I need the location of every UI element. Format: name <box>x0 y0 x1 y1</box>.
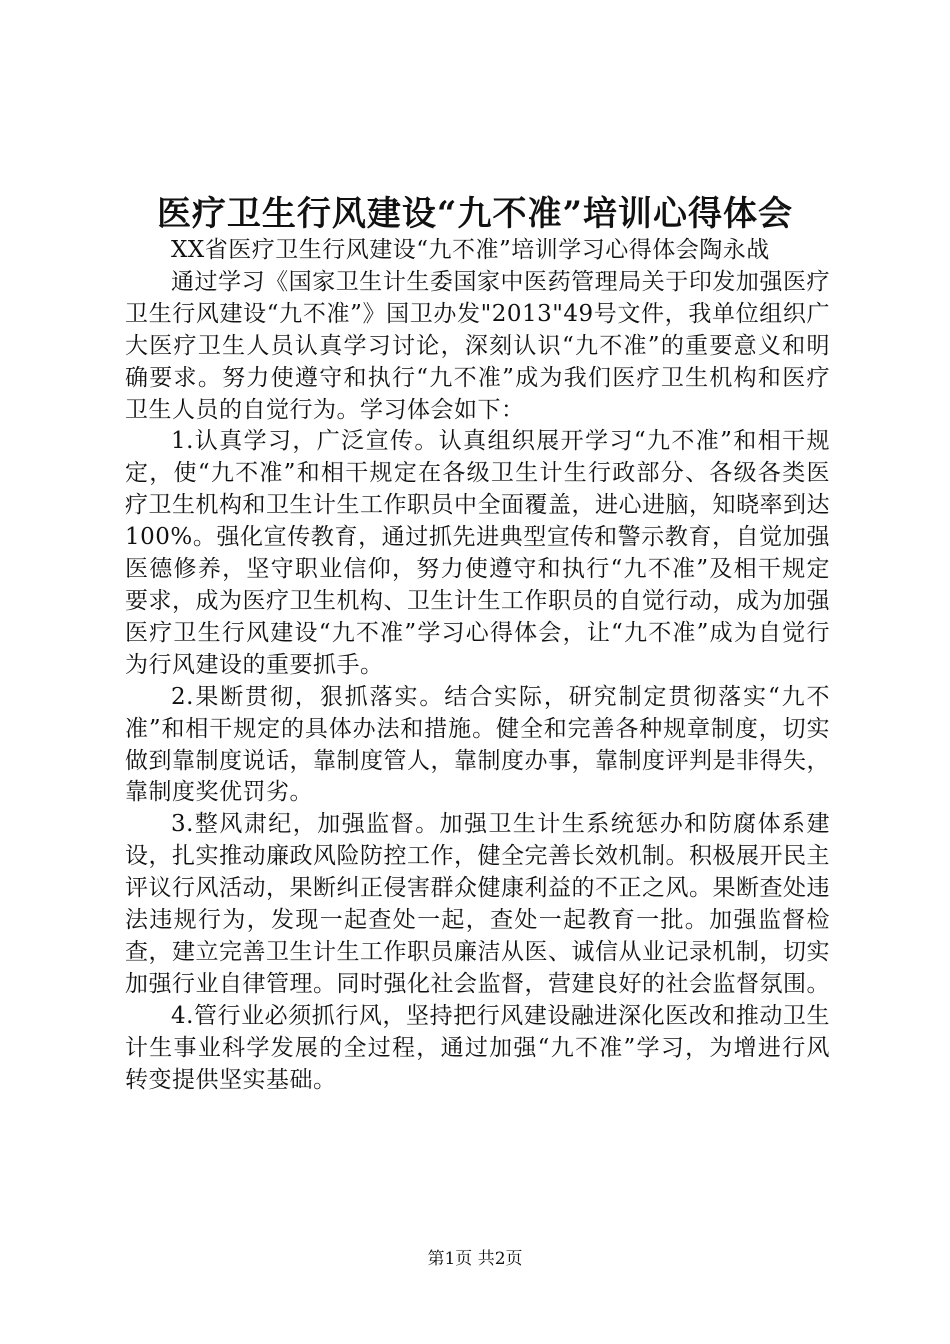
document-title: 医疗卫生行风建设“九不准”培训心得体会 <box>156 194 794 234</box>
point-2-paragraph: 2.果断贯彻，狠抓落实。结合实际，研究制定贯彻落实“九不准”和相干规定的具体办法和措施。健全和完善各种规章制度，切实做到靠制度说话，靠制度管人，靠制度办事，靠制度评判是非得失，靠制度奖优罚劣。 <box>125 683 830 806</box>
point-1-paragraph: 1.认真学习，广泛宣传。认真组织展开学习“九不准”和相干规定，使“九不准”和相干规定在各级卫生计生行政部分、各级各类医疗卫生机构和卫生计生工作职员中全面覆盖，进心进脑，知晓率到达100%。强化宣传教育，通过抓先进典型宣传和警示教育，自觉加强医德修养，坚守职业信仰，努力使遵守和执行“九不准”及相干规定要求，成为医疗卫生机构、卫生计生工作职员的自觉行动，成为加强医疗卫生行风建设“九不准”学习心得体会，让“九不准”成为自觉行为行风建设的重要抓手。 <box>125 428 830 678</box>
intro-paragraph: 通过学习《国家卫生计生委国家中医药管理局关于印发加强医疗卫生行风建设“九不准”》国卫办发"2013"49号文件，我单位组织广大医疗卫生人员认真学习讨论，深刻认识“九不准”的重要意义和明确要求。努力使遵守和执行“九不准”成为我们医疗卫生机构和医疗卫生人员的自觉行为。学习体会如下： <box>125 268 830 423</box>
document-body <box>125 235 830 1096</box>
page-number-footer: 第1页 共2页 <box>427 1249 523 1269</box>
point-3-paragraph: 3.整风肃纪，加强监督。加强卫生计生系统惩办和防腐体系建设，扎实推动廉政风险防控工作，健全完善长效机制。积极展开民主评议行风活动，果断纠正侵害群众健康利益的不正之风。果断查处违法违规行为，发现一起查处一起，查处一起教育一批。加强监督检查，建立完善卫生计生工作职员廉洁从医、诚信从业记录机制，切实加强行业自律管理。同时强化社会监督，营建良好的社会监督氛围。 <box>125 811 830 997</box>
author-line: XX省医疗卫生行风建设“九不准”培训学习心得体会陶永战 <box>171 237 770 263</box>
point-4-paragraph: 4.管行业必须抓行风，坚持把行风建设融进深化医改和推动卫生计生事业科学发展的全过程，通过加强“九不准”学习，为增进行风转变提供坚实基础。 <box>125 1002 830 1093</box>
